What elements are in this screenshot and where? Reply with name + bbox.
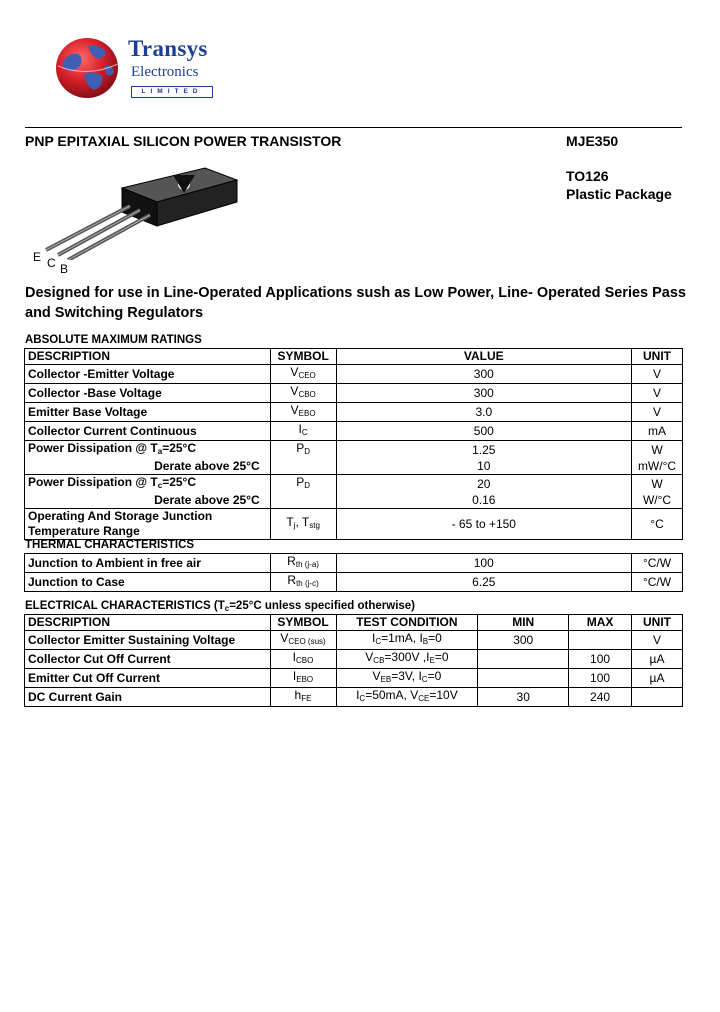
cond-part: =1mA, I <box>381 631 423 645</box>
col-description: DESCRIPTION <box>25 615 271 631</box>
cell-unit: mW/°C <box>632 459 683 475</box>
table-row <box>25 365 683 384</box>
desc-sub: a <box>157 447 163 456</box>
cond-part: =300V ,I <box>384 650 430 664</box>
header-rule <box>25 127 682 128</box>
cond-sub: E <box>429 656 435 665</box>
desc-part: Power Dissipation @ T <box>28 441 158 455</box>
table-row <box>25 493 683 509</box>
cell-symbol <box>270 403 336 422</box>
cell-description: Junction to Ambient in free air <box>25 554 271 573</box>
desc-line: Temperature Range <box>28 524 140 538</box>
table-row <box>25 509 683 540</box>
cell-unit: W <box>632 475 683 494</box>
cond-sub: CE <box>418 694 430 703</box>
symbol-sub: C <box>301 428 308 437</box>
cell-unit: V <box>632 403 683 422</box>
symbol-sub: D <box>304 447 310 456</box>
brand-limited: LIMITED <box>141 88 203 95</box>
title-part: =25°C unless specified otherwise) <box>229 600 416 612</box>
symbol-sub: CEO (sus) <box>288 637 326 646</box>
cell-unit: µA <box>632 669 683 688</box>
brand-name: Transys <box>128 36 208 61</box>
cell-unit: V <box>632 365 683 384</box>
cond-part: =50mA, V <box>365 688 419 702</box>
cell-unit: V <box>632 631 683 650</box>
symbol-main: I <box>292 669 297 683</box>
symbol-sub: EBO <box>296 675 314 684</box>
symbol-main: h <box>294 688 302 702</box>
col-max: MAX <box>569 615 632 631</box>
cell-description: Collector -Base Voltage <box>25 384 271 403</box>
cell-derate: Derate above 25°C <box>25 459 271 475</box>
cell-symbol <box>270 631 336 650</box>
symbol-sub: D <box>304 481 310 490</box>
cond-sub: EB <box>380 675 392 684</box>
cell-unit: µA <box>632 650 683 669</box>
cell-empty <box>270 493 336 509</box>
cell-max <box>569 631 632 650</box>
cond-sub: B <box>422 637 429 646</box>
desc-part: =25°C <box>162 475 197 489</box>
title-sub: c <box>224 604 230 613</box>
desc-line: Operating And Storage Junction <box>28 509 213 523</box>
col-description: DESCRIPTION <box>25 349 271 365</box>
electrical-title <box>25 600 415 613</box>
cell-value: 300 <box>336 365 631 384</box>
cell-description: Emitter Base Voltage <box>25 403 271 422</box>
pin-label-collector: C <box>47 256 56 270</box>
symbol-sub: th (j-a) <box>295 560 319 569</box>
cell-description: Junction to Case <box>25 573 271 592</box>
cell-description: Collector -Emitter Voltage <box>25 365 271 384</box>
cell-symbol <box>270 475 336 494</box>
cell-min <box>478 650 569 669</box>
symbol-main: V <box>290 384 299 398</box>
intro-text: Designed for use in Line-Operated Applications sush as Low Power, Line- Operated Series Pass and Switching Regulators <box>25 285 686 321</box>
cell-unit: °C/W <box>632 554 683 573</box>
document-title: PNP EPITAXIAL SILICON POWER TRANSISTOR <box>25 133 342 149</box>
cond-sub: C <box>421 675 428 684</box>
cell-min: 300 <box>478 631 569 650</box>
package-type: Plastic Package <box>566 186 672 202</box>
title-part: ELECTRICAL CHARACTERISTICS (T <box>25 600 225 612</box>
desc-part: =25°C <box>162 441 197 455</box>
thermal-title: THERMAL CHARACTERISTICS <box>25 539 195 551</box>
cond-part: =0 <box>434 650 449 664</box>
cell-max: 100 <box>569 669 632 688</box>
cell-max: 240 <box>569 688 632 707</box>
col-unit: UNIT <box>632 349 683 365</box>
cell-unit: W/°C <box>632 493 683 509</box>
cell-symbol <box>270 365 336 384</box>
table-row <box>25 650 683 669</box>
symbol-main: P <box>296 441 305 455</box>
brand-limited-box <box>131 86 213 98</box>
table-header-row <box>25 615 683 631</box>
cell-value: 3.0 <box>336 403 631 422</box>
symbol-main: , T <box>295 515 310 529</box>
cell-value: 20 <box>336 475 631 494</box>
desc-sub: c <box>157 481 163 490</box>
cond-part: =0 <box>427 669 442 683</box>
abs-max-title: ABSOLUTE MAXIMUM RATINGS <box>25 334 202 346</box>
cell-value: 10 <box>336 459 631 475</box>
symbol-sub: CBO <box>298 390 316 399</box>
desc-part: Power Dissipation @ T <box>28 475 158 489</box>
cell-derate: Derate above 25°C <box>25 493 271 509</box>
cell-min: 30 <box>478 688 569 707</box>
cell-description: Collector Cut Off Current <box>25 650 271 669</box>
symbol-main: V <box>280 631 289 645</box>
cond-part: =3V, I <box>391 669 422 683</box>
cell-test-condition <box>336 650 478 669</box>
cell-value: 500 <box>336 422 631 441</box>
symbol-main: V <box>290 365 299 379</box>
cell-unit: °C <box>632 509 683 540</box>
cell-min <box>478 669 569 688</box>
cond-part: =10V <box>429 688 458 702</box>
col-test-condition: TEST CONDITION <box>336 615 478 631</box>
cond-sub: C <box>375 637 382 646</box>
cell-test-condition <box>336 631 478 650</box>
cell-description: Emitter Cut Off Current <box>25 669 271 688</box>
cell-symbol <box>270 573 336 592</box>
cell-description: DC Current Gain <box>25 688 271 707</box>
cell-value: 0.16 <box>336 493 631 509</box>
cond-part: V <box>365 650 374 664</box>
symbol-sub: CEO <box>298 371 316 380</box>
symbol-main: R <box>287 554 296 568</box>
package-name: TO126 <box>566 168 609 184</box>
table-row <box>25 384 683 403</box>
pin-label-base: B <box>60 262 69 276</box>
cell-symbol <box>270 669 336 688</box>
table-row <box>25 631 683 650</box>
symbol-sub: th (j-c) <box>296 579 319 588</box>
cond-part: I <box>371 631 376 645</box>
cell-symbol <box>270 554 336 573</box>
cell-unit <box>632 688 683 707</box>
cell-symbol <box>270 688 336 707</box>
table-row <box>25 573 683 592</box>
table-row <box>25 688 683 707</box>
cell-description <box>25 441 271 460</box>
symbol-sub: EBO <box>298 409 316 418</box>
table-header-row <box>25 349 683 365</box>
symbol-main: I <box>292 650 297 664</box>
cell-value: 6.25 <box>336 573 631 592</box>
cell-unit: W <box>632 441 683 460</box>
symbol-main: T <box>286 515 294 529</box>
col-value: VALUE <box>336 349 631 365</box>
cond-part: =0 <box>428 631 442 645</box>
table-row <box>25 459 683 475</box>
symbol-sub: FE <box>301 694 312 703</box>
cell-unit: °C/W <box>632 573 683 592</box>
cell-value: 100 <box>336 554 631 573</box>
cell-value: 300 <box>336 384 631 403</box>
cond-part: V <box>372 669 381 683</box>
transistor-package-drawing <box>40 160 250 260</box>
thermal-table <box>24 553 683 592</box>
cell-test-condition <box>336 688 478 707</box>
package-info <box>566 167 672 203</box>
symbol-sub: CBO <box>296 656 314 665</box>
cell-symbol <box>270 384 336 403</box>
col-unit: UNIT <box>632 615 683 631</box>
cell-value: - 65 to +150 <box>336 509 631 540</box>
cell-description <box>25 475 271 494</box>
electrical-table <box>24 614 683 707</box>
symbol-sub: j <box>293 521 296 530</box>
symbol-main: I <box>298 422 302 436</box>
abs-max-table <box>24 348 683 540</box>
cell-symbol <box>270 441 336 460</box>
cell-test-condition <box>336 669 478 688</box>
table-row <box>25 669 683 688</box>
table-row <box>25 554 683 573</box>
cond-sub: CB <box>373 656 385 665</box>
cell-symbol <box>270 422 336 441</box>
symbol-main: R <box>287 573 297 587</box>
cell-description <box>25 509 271 540</box>
col-symbol: SYMBOL <box>270 349 336 365</box>
col-min: MIN <box>478 615 569 631</box>
cond-sub: C <box>359 694 366 703</box>
cell-unit: V <box>632 384 683 403</box>
cell-max: 100 <box>569 650 632 669</box>
col-symbol: SYMBOL <box>270 615 336 631</box>
symbol-main: P <box>296 475 305 489</box>
table-row <box>25 422 683 441</box>
part-number: MJE350 <box>566 133 619 149</box>
cell-description: Collector Current Continuous <box>25 422 271 441</box>
cell-description: Collector Emitter Sustaining Voltage <box>25 631 271 650</box>
cell-empty <box>270 459 336 475</box>
table-row <box>25 475 683 494</box>
cell-unit: mA <box>632 422 683 441</box>
table-row <box>25 441 683 460</box>
brand-subtitle: Electronics <box>131 64 199 80</box>
cell-symbol <box>270 509 336 540</box>
cell-symbol <box>270 650 336 669</box>
cond-part: I <box>356 688 360 702</box>
pin-label-emitter: E <box>33 250 42 264</box>
brand-globe-logo <box>54 36 124 102</box>
table-row <box>25 403 683 422</box>
cell-value: 1.25 <box>336 441 631 460</box>
symbol-sub: stg <box>309 521 320 530</box>
symbol-main: V <box>290 403 299 417</box>
